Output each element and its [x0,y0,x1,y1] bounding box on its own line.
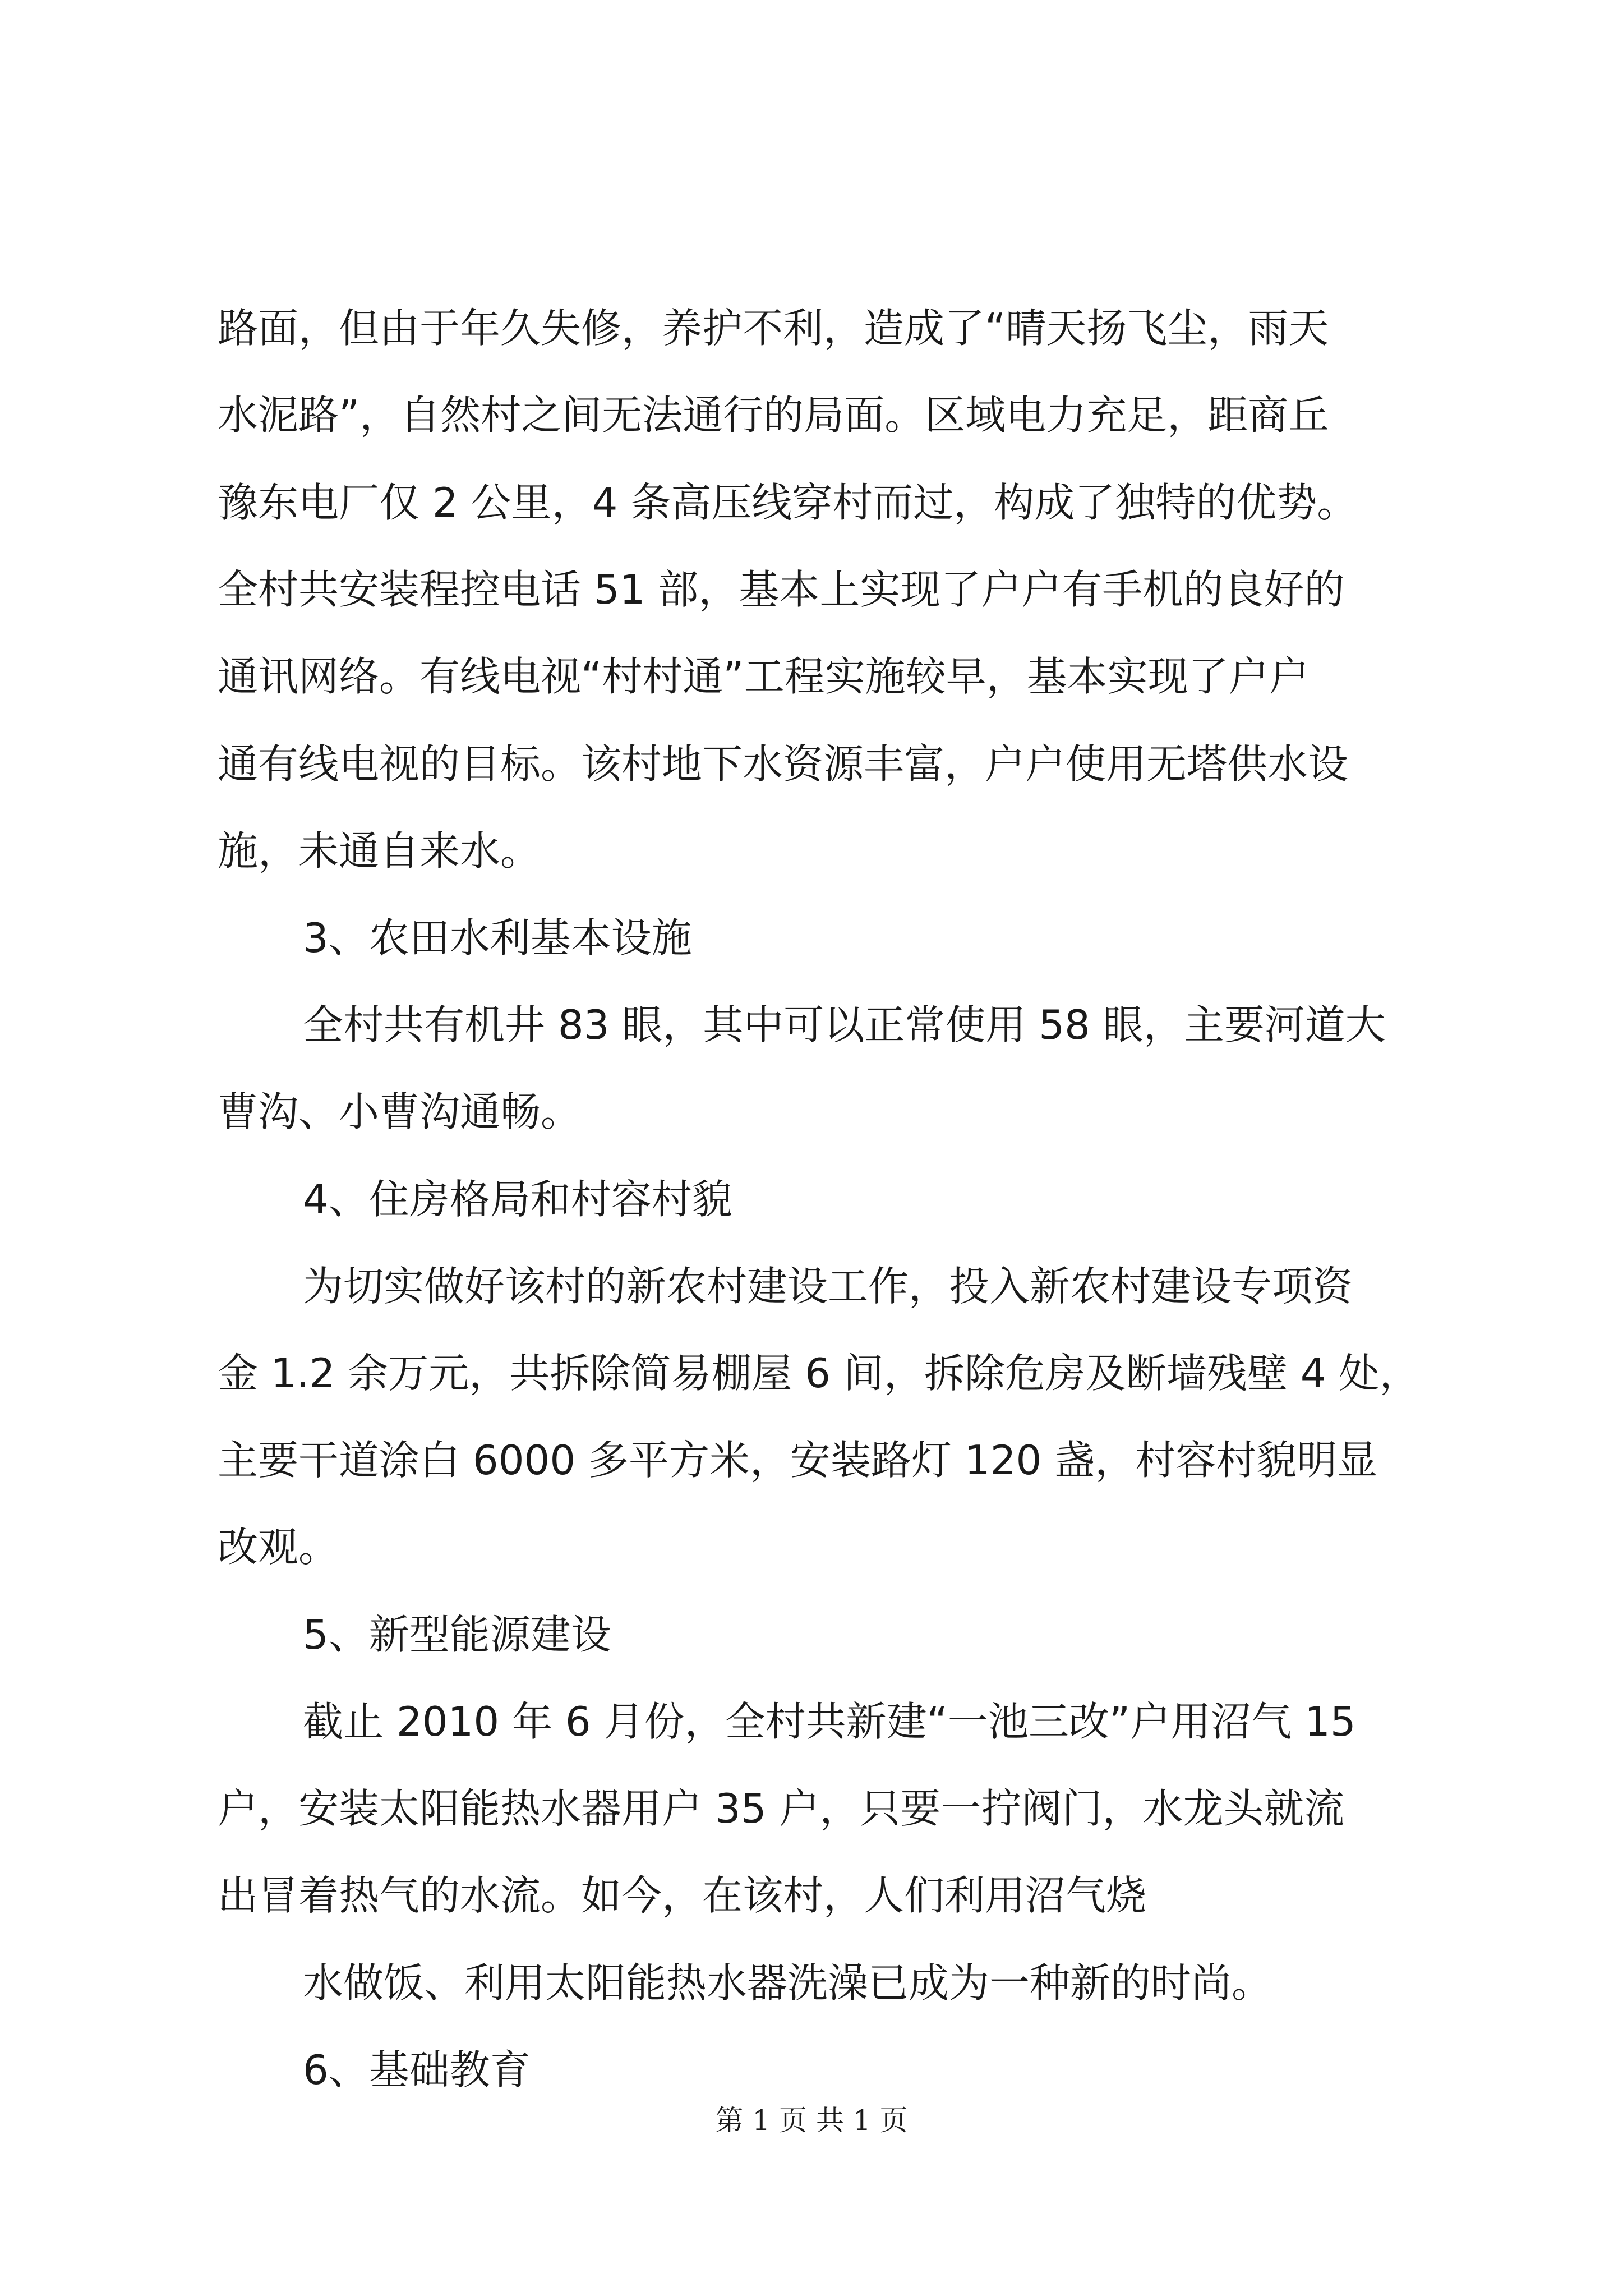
body-line-9: 曹沟、小曹沟通畅。 [218,1088,582,1135]
body-line-12: 主要干道涂白 6000 多平方米，安装路灯 120 盏，村容村貌明显 [218,1437,1378,1484]
body-line-11: 金 1.2 余万元，共拆除简易棚屋 6 间，拆除危房及断墙残壁 4 处， [218,1350,1420,1397]
body-line-17: 水做饭、利用太阳能热水器洗澡已成为一种新的时尚。 [303,1959,1272,2007]
body-line-8: 全村共有机井 83 眼，其中可以正常使用 58 眼，主要河道大 [303,1001,1386,1048]
section-heading-5: 5、新型能源建设 [303,1611,611,1658]
page-footer: 第 1 页 共 1 页 [715,2104,908,2137]
body-line-3: 豫东电厂仅 2 公里，4 条高压线穿村而过，构成了独特的优势。 [218,479,1358,526]
body-line-16: 出冒着热气的水流。如今，在该村，人们利用沼气烧 [218,1872,1147,1919]
body-line-6: 通有线电视的目标。该村地下水资源丰富，户户使用无塔供水设 [218,740,1349,788]
body-line-4: 全村共安装程控电话 51 部，基本上实现了户户有手机的良好的 [218,566,1345,613]
body-line-15: 户，安装太阳能热水器用户 35 户，只要一拧阀门，水龙头就流 [218,1785,1345,1832]
section-heading-3: 3、农田水利基本设施 [303,914,692,961]
body-line-14: 截止 2010 年 6 月份，全村共新建“一池三改”户用沼气 15 [303,1698,1356,1745]
body-line-7: 施，未通自来水。 [218,827,541,875]
body-line-13: 改观。 [218,1524,339,1571]
body-line-1: 路面，但由于年久失修，养护不利，造成了“晴天扬飞尘，雨天 [218,305,1329,352]
body-line-10: 为切实做好该村的新农村建设工作，投入新农村建设专项资 [303,1263,1353,1310]
body-line-5: 通讯网络。有线电视“村村通”工程实施较早，基本实现了户户 [218,653,1310,700]
body-line-2: 水泥路”，自然村之间无法通行的局面。区域电力充足，距商丘 [218,392,1329,439]
section-heading-4: 4、住房格局和村容村貌 [303,1176,732,1223]
section-heading-6: 6、基础教育 [303,2046,531,2093]
